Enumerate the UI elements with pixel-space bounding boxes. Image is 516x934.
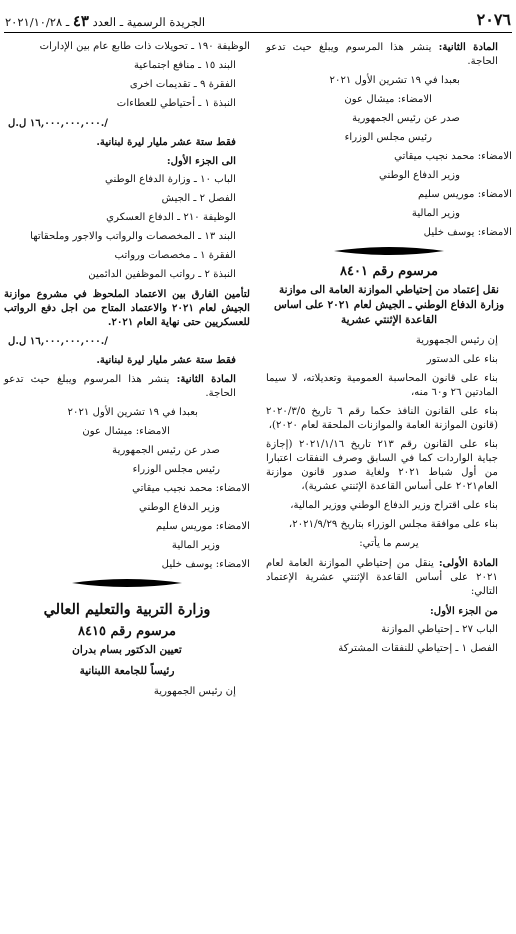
left-pm-title: رئيس مجلس الوزراء bbox=[132, 464, 220, 475]
left-signature-pm: الامضاء: محمد نجيب ميقاتي bbox=[132, 483, 250, 494]
left-defense-title: وزير الدفاع الوطني bbox=[139, 502, 220, 513]
left-issued-by: صدر عن رئيس الجمهورية bbox=[112, 445, 220, 456]
section-divider bbox=[266, 245, 512, 257]
paragraph-1: الفقرة ١ ـ مخصصات ورواتب bbox=[114, 250, 236, 261]
date-place: بعبدا في ١٩ تشرين الأول ٢٠٢١ bbox=[329, 75, 460, 86]
basis-2: بناء على القانون النافذ حكما رقم ٦ تاريخ ٢٠٢٠/٣/٥ (قانون الموازنة العامة والموازنات الملحقة لعام ٢٠٢٠)، bbox=[266, 406, 499, 431]
pm-title: رئيس مجلس الوزراء bbox=[344, 132, 432, 143]
section-1: الفصل ١ ـ إحتياطي للنفقات المشتركة bbox=[338, 643, 498, 654]
article-1 bbox=[266, 556, 512, 599]
function-210: الوظيفة ٢١٠ ـ الدفاع العسكري bbox=[106, 212, 236, 223]
gazette-name: الجريدة الرسمية ـ العدد bbox=[92, 15, 206, 29]
to-part: الى الجزء الأول: bbox=[166, 155, 236, 167]
chapter-27: الباب ٢٧ ـ إحتياطي الموازنة bbox=[381, 624, 498, 635]
left-section-divider bbox=[4, 577, 250, 589]
amount-2: ١٦,٠٠٠,٠٠٠,٠٠٠ ل.ل./ bbox=[8, 335, 109, 347]
gazette-title bbox=[5, 12, 205, 30]
issue-date: ـ ٢٠٢١/١٠/٢٨ bbox=[5, 15, 70, 29]
signature-finance: الامضاء: يوسف خليل bbox=[423, 227, 512, 238]
decree-title: مرسوم رقم ٨٤٠١ bbox=[340, 264, 438, 279]
signature-president: الامضاء: ميشال عون bbox=[344, 94, 432, 105]
article-2 bbox=[266, 40, 512, 69]
ministry-heading: وزارة التربية والتعليم العالي bbox=[43, 601, 211, 618]
from-part: من الجزء الأول: bbox=[430, 605, 498, 617]
left-article-2-label: المادة الثانية: bbox=[176, 373, 236, 385]
purpose-text: لتأمين الفارق بين الاعتماد الملحوظ في مشروع موازنة الجيش لعام ٢٠٢١ والاعتماد المتاح من اجل دفع الرواتب للعسكريين حتى نهاية العام ٢٠٢١. bbox=[4, 288, 250, 328]
note-2: النبذة ٢ ـ رواتب الموظفين الدائمين bbox=[88, 269, 236, 280]
note-1: النبذة ١ ـ أحتياطي للعطاءات bbox=[116, 98, 236, 109]
decrees-heading: يرسم ما يأتي: bbox=[359, 538, 419, 549]
left-decree-subject-2: رئيساً للجامعة اللبنانية bbox=[79, 665, 175, 677]
left-article-2-text: ينشر هذا المرسوم ويبلغ حيث تدعو الحاجة. bbox=[4, 374, 236, 399]
header-rule bbox=[4, 32, 512, 33]
amount-1: ١٦,٠٠٠,٠٠٠,٠٠٠ ل.ل./ bbox=[8, 117, 109, 129]
item-15: البند ١٥ ـ منافع اجتماعية bbox=[133, 60, 236, 71]
amount-2-words: فقط ستة عشر مليار ليرة لبنانية. bbox=[96, 354, 236, 366]
article-2-text: ينشر هذا المرسوم ويبلغ حيث تدعو الحاجة. bbox=[266, 42, 498, 67]
page-number: ٢٠٧٦ bbox=[476, 10, 511, 29]
page-header bbox=[5, 10, 511, 32]
left-date-place: بعبدا في ١٩ تشرين الأول ٢٠٢١ bbox=[67, 407, 198, 418]
left-signature-finance: الامضاء: يوسف خليل bbox=[161, 559, 250, 570]
section-2: الفصل ٢ ـ الجيش bbox=[161, 193, 236, 204]
amount-1-words: فقط ستة عشر مليار ليرة لبنانية. bbox=[96, 136, 236, 148]
article-1-text: ينقل من إحتياطي الموازنة العامة لعام ٢٠٢١ على أساس القاعدة الإثنتي عشرية الإعتماد التالي: bbox=[266, 558, 498, 597]
issued-by: صدر عن رئيس الجمهورية bbox=[352, 113, 460, 124]
president-intro: إن رئيس الجمهورية bbox=[415, 335, 498, 346]
article-1-label: المادة الأولى: bbox=[438, 557, 498, 569]
function-190: الوظيفة ١٩٠ ـ تحويلات ذات طابع عام بين الإدارات bbox=[39, 41, 250, 52]
left-president-intro: إن رئيس الجمهورية bbox=[153, 686, 236, 697]
left-column bbox=[4, 40, 250, 704]
paragraph-9: الفقرة ٩ ـ تقديمات اخرى bbox=[129, 79, 236, 90]
left-decree-title: مرسوم رقم ٨٤١٥ bbox=[78, 624, 176, 639]
article-2-label: المادة الثانية: bbox=[438, 41, 498, 53]
finance-minister-title: وزير المالية bbox=[411, 208, 460, 219]
left-finance-title: وزير المالية bbox=[171, 540, 220, 551]
basis-5: بناء على موافقة مجلس الوزراء بتاريخ ٢٠٢١/٩/٢٩، bbox=[288, 519, 498, 530]
item-13: البند ١٣ ـ المخصصات والرواتب والاجور وملحقاتها bbox=[30, 231, 236, 242]
signature-defense: الامضاء: موريس سليم bbox=[418, 189, 512, 200]
basis-constitution: بناء على الدستور bbox=[426, 354, 498, 365]
left-signature-president: الامضاء: ميشال عون bbox=[82, 426, 170, 437]
basis-4: بناء على اقتراح وزير الدفاع الوطني ووزير المالية، bbox=[290, 500, 498, 511]
left-article-2 bbox=[4, 372, 250, 401]
basis-3: بناء على القانون رقم ٢١٣ تاريخ ٢٠٢١/١/١٦ (إجازة جباية الواردات كما في السابق وصرف النفقات اعتبارا من أول شباط ٢٠٢١ ولغاية صدور قانون موازنة العام٢٠٢١ على أساس القاعدة الإثنتي عشرية)، bbox=[266, 439, 499, 492]
basis-1: بناء على قانون المحاسبة العمومية وتعديلاته، لا سيما المادتين ٢٦ و٦٠ منه، bbox=[266, 373, 498, 398]
signature-pm: الامضاء: محمد نجيب ميقاتي bbox=[394, 151, 512, 162]
defense-minister-title: وزير الدفاع الوطني bbox=[379, 170, 460, 181]
decree-subject: نقل إعتماد من إحتياطي الموازنة العامة الى موازنة وزارة الدفاع الوطني ـ الجيش لعام ٢٠٢١ على اساس القاعدة الإثنتي عشرية bbox=[273, 284, 505, 326]
issue-number: ٤٣ bbox=[72, 12, 89, 30]
chapter-10: الباب ١٠ ـ وزارة الدفاع الوطني bbox=[105, 174, 236, 185]
left-signature-defense: الامضاء: موريس سليم bbox=[156, 521, 250, 532]
left-decree-subject-1: تعيين الدكتور بسام بدران bbox=[72, 644, 182, 656]
right-column bbox=[266, 40, 512, 661]
